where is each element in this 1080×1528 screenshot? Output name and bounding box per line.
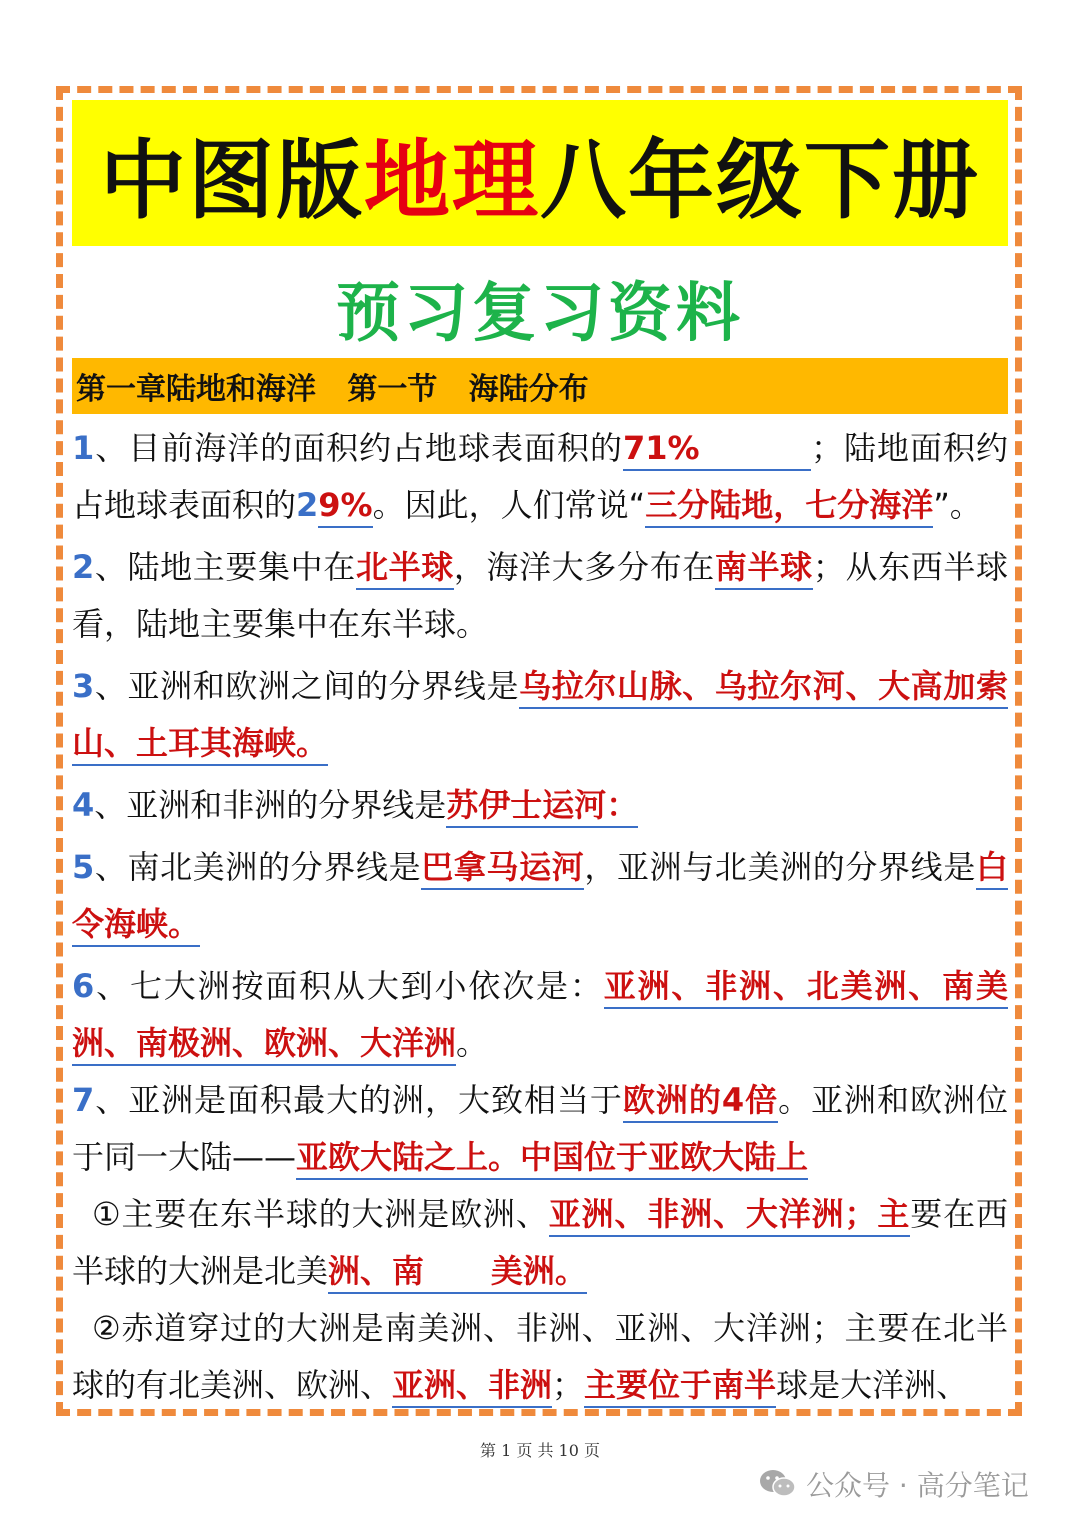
page-footer: 第 1 页 共 10 页 [480, 1441, 600, 1460]
watermark [758, 1464, 1029, 1504]
wechat-icon [758, 1468, 798, 1500]
item-text: 。 [456, 1024, 489, 1062]
item-2 [72, 539, 1008, 653]
item-text: 、陆地主要集中在 [94, 548, 356, 586]
item-number: 7 [72, 1081, 95, 1119]
answer-text: 亚洲、非洲、大洋洲；主 [549, 1195, 910, 1237]
item-text: 。亚洲和欧洲位于同一大陆—— [72, 1081, 1008, 1176]
item-text: ； [552, 1366, 585, 1404]
answer-text: 巴拿马运河 [421, 848, 584, 890]
item-number: 1 [72, 429, 95, 467]
item-text: ”。 [933, 486, 982, 524]
item-number: 5 [72, 848, 95, 886]
item-1 [72, 420, 1008, 534]
sub-item-1 [72, 1186, 1008, 1300]
item-number: 2 [72, 548, 95, 586]
answer-text: 欧洲的4倍 [623, 1081, 778, 1123]
item-5 [72, 839, 1008, 953]
item-text: 球是大洋洲、 [776, 1366, 969, 1404]
item-number: 4 [72, 786, 95, 824]
item-text: ；陆地面积约占地球表面积的 [72, 429, 1008, 524]
item-text: 、亚洲是面积最大的洲，大致相当于 [94, 1081, 623, 1119]
item-text: ①主要在东半球的大洲是欧洲、 [92, 1195, 549, 1233]
answer-text: 白令海峡。 [72, 848, 1008, 947]
answer-prefix: 2 [296, 486, 319, 524]
item-text: 、七大洲按面积从大到小依次是： [94, 967, 604, 1005]
item-number: 6 [72, 967, 95, 1005]
item-text: ②赤道穿过的大洲是南美洲、非洲、亚洲、大洋洲；主要在北半球的有北美洲、欧洲、 [72, 1309, 1008, 1404]
answer-text: 南半球 [715, 548, 813, 590]
answer-text: 洲、南 美洲。 [328, 1252, 587, 1294]
title-part-1: 中图版 [100, 131, 364, 231]
item-text: 、南北美洲的分界线是 [94, 848, 422, 886]
watermark-text: 公众号 · 高分笔记 [806, 1469, 1029, 1502]
answer-text: 主要位于南半 [584, 1366, 776, 1408]
item-text: 、亚洲和欧洲之间的分界线是 [94, 667, 520, 705]
item-number: 3 [72, 667, 95, 705]
item-text: 。因此，人们常说“ [372, 486, 646, 524]
sub-item-2 [72, 1300, 1008, 1414]
item-text: 要在西半球的大洲是北美 [72, 1195, 1008, 1290]
item-text: 、亚洲和非洲的分界线是 [94, 786, 447, 824]
answer-blank [700, 429, 812, 471]
content-body [72, 420, 1008, 1414]
answer-text: 71% [623, 429, 700, 471]
chapter-banner [72, 358, 1008, 414]
item-text: ，海洋大多分布在 [453, 548, 715, 586]
item-7 [72, 1072, 1008, 1186]
answer-text: 北半球 [356, 548, 454, 590]
page-title [100, 111, 980, 235]
title-part-3: 八年级下册 [540, 131, 980, 231]
answer-text: 亚洲、非洲、北美洲、南美洲、南极洲、欧洲、大洋洲 [72, 967, 1008, 1066]
item-text: ，亚洲与北美洲的分界线是 [584, 848, 976, 886]
item-text: ；从东西半球看，陆地主要集中在东半球。 [72, 548, 1008, 643]
title-banner [72, 100, 1008, 246]
title-part-2: 地理 [364, 131, 540, 231]
item-6 [72, 958, 1008, 1072]
chapter-heading: 第一章陆地和海洋 第一节 海陆分布 [76, 372, 589, 407]
answer-text: 9% [318, 486, 372, 528]
answer-text: 亚洲、非洲 [392, 1366, 552, 1408]
item-4 [72, 777, 1008, 834]
answer-text: 乌拉尔山脉、乌拉尔河、大高加索山、土耳其海峡。 [72, 667, 1008, 766]
answer-text: 亚欧大陆之上。中国位于亚欧大陆上 [296, 1138, 808, 1180]
item-text: 、目前海洋的面积约占地球表面积的 [94, 429, 623, 467]
answer-text: 三分陆地，七分海洋 [645, 486, 933, 528]
answer-text: 苏伊士运河： [446, 786, 638, 828]
item-3 [72, 658, 1008, 772]
page-subtitle: 预习复习资料 [336, 277, 744, 351]
